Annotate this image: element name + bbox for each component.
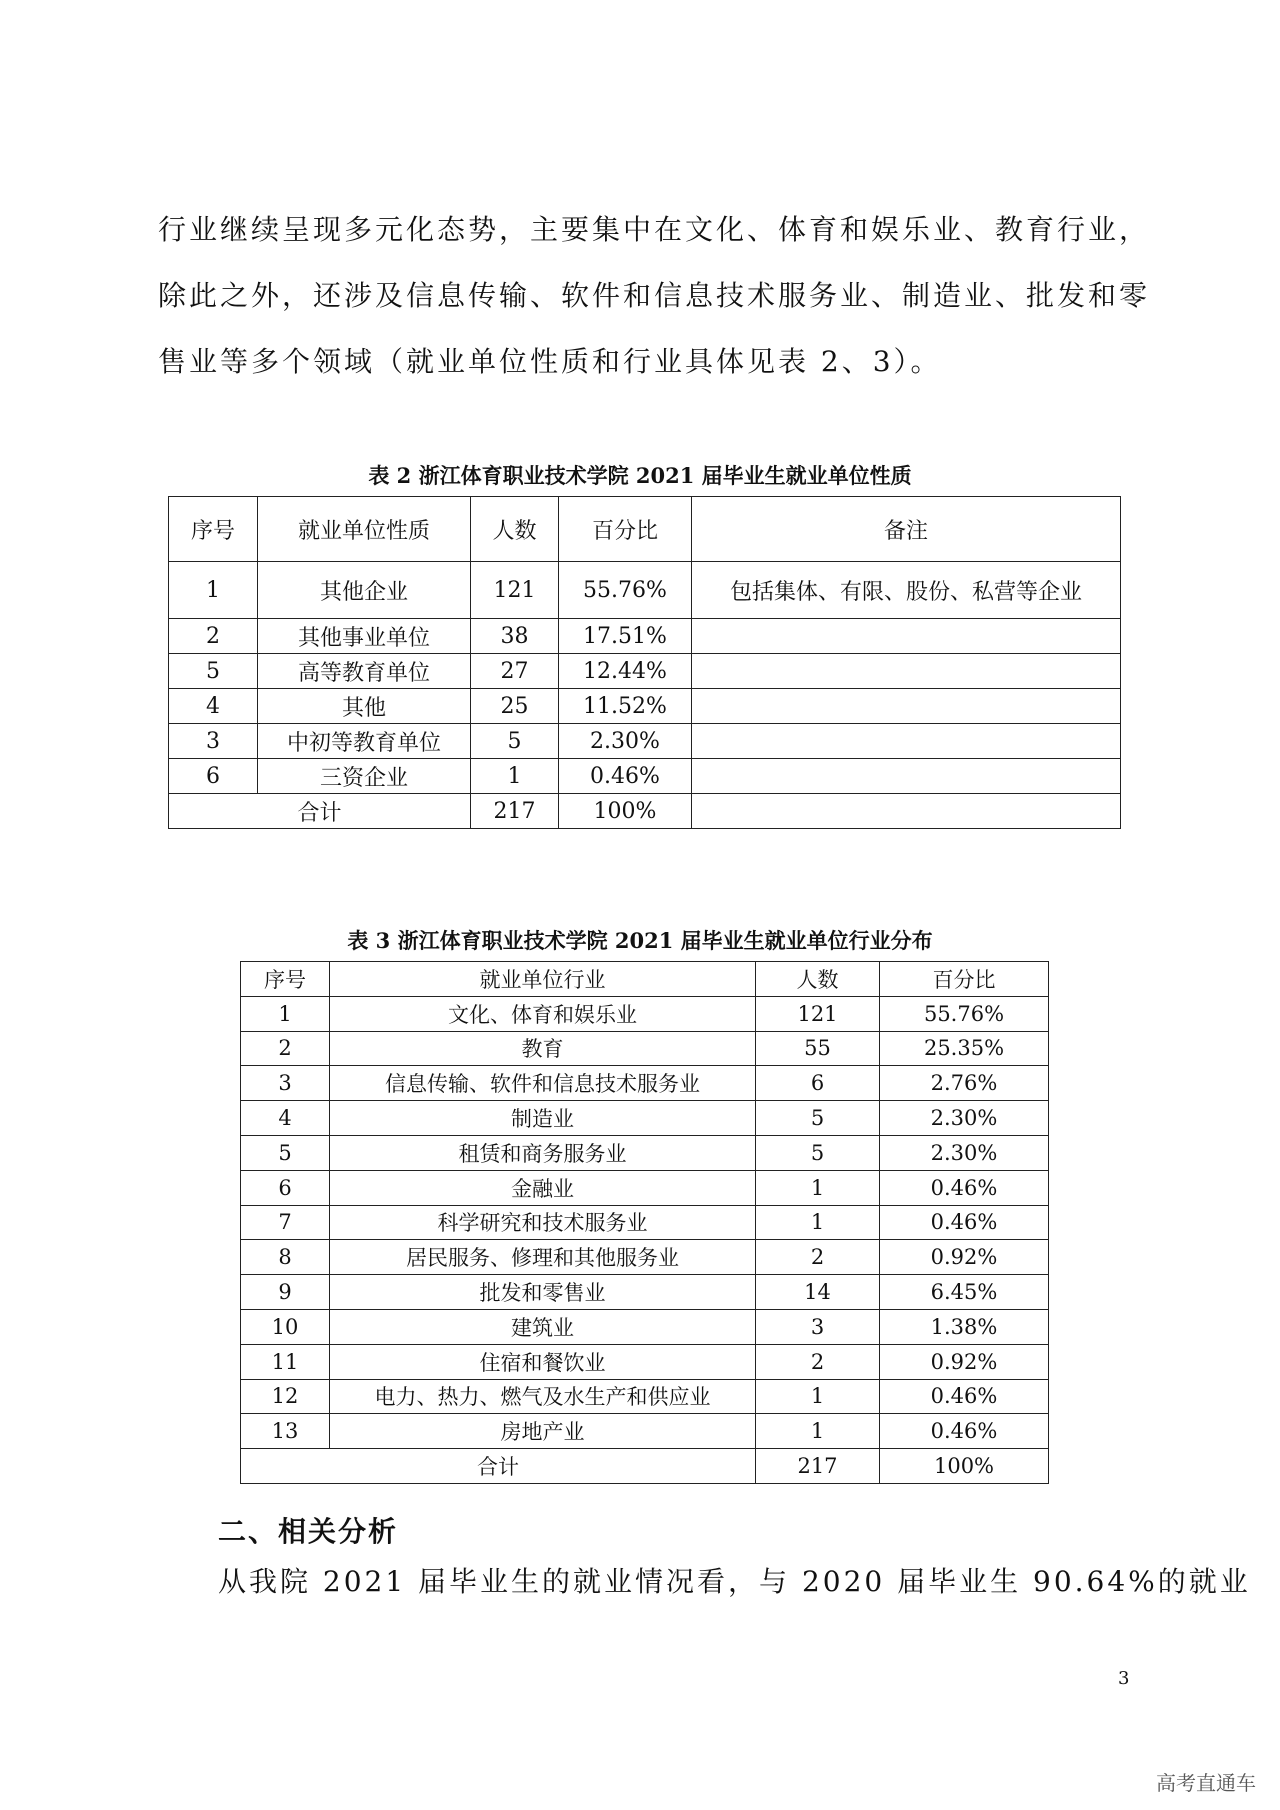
table3-industry-distribution xyxy=(240,961,1049,1484)
table-cell xyxy=(692,619,1121,654)
table-cell xyxy=(692,724,1121,759)
table-cell: 55.76% xyxy=(880,996,1049,1031)
table-cell: 其他企业 xyxy=(258,562,471,619)
table-cell: 金融业 xyxy=(330,1170,756,1205)
table-cell: 5 xyxy=(756,1135,880,1170)
table3-header: 人数 xyxy=(756,962,880,997)
table-cell: 55 xyxy=(756,1031,880,1066)
intro-line: 售业等多个领域（就业单位性质和行业具体见表 2、3）。 xyxy=(158,345,942,378)
table-row xyxy=(169,724,1121,759)
table-cell: 0.46% xyxy=(880,1205,1049,1240)
table-cell: 信息传输、软件和信息技术服务业 xyxy=(330,1066,756,1101)
table-cell: 0.92% xyxy=(880,1240,1049,1275)
table-cell: 6 xyxy=(756,1066,880,1101)
table-cell: 11.52% xyxy=(559,689,692,724)
table2-header: 百分比 xyxy=(559,497,692,562)
table2-caption: 表 2 浙江体育职业技术学院 2021 届毕业生就业单位性质 xyxy=(368,463,912,488)
table3-caption: 表 3 浙江体育职业技术学院 2021 届毕业生就业单位行业分布 xyxy=(347,928,933,953)
table-cell: 25.35% xyxy=(880,1031,1049,1066)
total-percent: 100% xyxy=(880,1449,1049,1484)
table-cell: 2 xyxy=(756,1344,880,1379)
table-cell: 12.44% xyxy=(559,654,692,689)
table-cell: 55.76% xyxy=(559,562,692,619)
table-cell: 科学研究和技术服务业 xyxy=(330,1205,756,1240)
table-cell: 2 xyxy=(241,1031,330,1066)
table-cell: 3 xyxy=(241,1066,330,1101)
table-cell xyxy=(692,759,1121,794)
table2-header: 人数 xyxy=(471,497,559,562)
table-cell: 高等教育单位 xyxy=(258,654,471,689)
table-cell: 10 xyxy=(241,1309,330,1344)
table-row xyxy=(241,996,1049,1031)
table-cell: 25 xyxy=(471,689,559,724)
table-cell: 2.30% xyxy=(880,1135,1049,1170)
table-row xyxy=(169,654,1121,689)
table-cell: 三资企业 xyxy=(258,759,471,794)
table-row xyxy=(241,1205,1049,1240)
table-cell: 121 xyxy=(471,562,559,619)
table2-header: 备注 xyxy=(692,497,1121,562)
table2-total-row xyxy=(169,794,1121,829)
analysis-line: 从我院 2021 届毕业生的就业情况看，与 2020 届毕业生 90.64%的就业 xyxy=(218,1565,1251,1598)
table-cell: 1 xyxy=(241,996,330,1031)
total-count: 217 xyxy=(756,1449,880,1484)
table-row xyxy=(169,759,1121,794)
table-cell: 0.46% xyxy=(880,1414,1049,1449)
table-cell: 租赁和商务服务业 xyxy=(330,1135,756,1170)
table-cell: 2 xyxy=(169,619,258,654)
table-cell: 11 xyxy=(241,1344,330,1379)
table-cell: 中初等教育单位 xyxy=(258,724,471,759)
table-cell: 4 xyxy=(169,689,258,724)
table2-header: 就业单位性质 xyxy=(258,497,471,562)
table-row xyxy=(169,562,1121,619)
table-cell: 电力、热力、燃气及水生产和供应业 xyxy=(330,1379,756,1414)
table-cell: 0.92% xyxy=(880,1344,1049,1379)
table-cell: 2 xyxy=(756,1240,880,1275)
table2-unit-nature xyxy=(168,496,1121,829)
table-cell: 制造业 xyxy=(330,1101,756,1136)
table-cell: 2.30% xyxy=(559,724,692,759)
table-cell: 0.46% xyxy=(559,759,692,794)
table-cell xyxy=(692,689,1121,724)
table3-total-row xyxy=(241,1449,1049,1484)
table-cell: 0.46% xyxy=(880,1379,1049,1414)
table-cell: 1 xyxy=(756,1379,880,1414)
section-heading: 二、相关分析 xyxy=(218,1515,399,1548)
table3-header: 序号 xyxy=(241,962,330,997)
table-cell: 6 xyxy=(169,759,258,794)
table-cell: 房地产业 xyxy=(330,1414,756,1449)
table-cell: 1 xyxy=(756,1414,880,1449)
total-label: 合计 xyxy=(241,1449,756,1484)
table-cell: 教育 xyxy=(330,1031,756,1066)
table-cell: 居民服务、修理和其他服务业 xyxy=(330,1240,756,1275)
total-percent: 100% xyxy=(559,794,692,829)
table-cell: 17.51% xyxy=(559,619,692,654)
table-cell: 5 xyxy=(471,724,559,759)
table-cell: 7 xyxy=(241,1205,330,1240)
table-row xyxy=(241,1309,1049,1344)
table-cell: 5 xyxy=(241,1135,330,1170)
table-cell: 1 xyxy=(471,759,559,794)
table-cell: 121 xyxy=(756,996,880,1031)
table-cell: 批发和零售业 xyxy=(330,1275,756,1310)
table-cell: 13 xyxy=(241,1414,330,1449)
table-row xyxy=(241,1379,1049,1414)
table-cell: 3 xyxy=(169,724,258,759)
table-cell: 2.30% xyxy=(880,1101,1049,1136)
table-cell: 38 xyxy=(471,619,559,654)
table-cell: 4 xyxy=(241,1101,330,1136)
table-cell: 12 xyxy=(241,1379,330,1414)
table-cell: 6 xyxy=(241,1170,330,1205)
table-cell: 5 xyxy=(756,1101,880,1136)
table3-header: 就业单位行业 xyxy=(330,962,756,997)
table-cell: 1 xyxy=(169,562,258,619)
table2-header-row xyxy=(169,497,1121,562)
table-cell: 14 xyxy=(756,1275,880,1310)
table-cell: 1 xyxy=(756,1170,880,1205)
table-row xyxy=(241,1101,1049,1136)
table3-header-row xyxy=(241,962,1049,997)
table-row xyxy=(241,1031,1049,1066)
table-cell: 建筑业 xyxy=(330,1309,756,1344)
table-cell: 9 xyxy=(241,1275,330,1310)
table-cell: 住宿和餐饮业 xyxy=(330,1344,756,1379)
table-cell xyxy=(692,794,1121,829)
table3-header: 百分比 xyxy=(880,962,1049,997)
table-cell: 27 xyxy=(471,654,559,689)
table-row xyxy=(169,689,1121,724)
table-cell: 3 xyxy=(756,1309,880,1344)
table-cell xyxy=(692,654,1121,689)
page-number: 3 xyxy=(1118,1668,1130,1689)
table-row xyxy=(241,1135,1049,1170)
table-cell: 其他事业单位 xyxy=(258,619,471,654)
watermark: 高考直通车 xyxy=(1156,1771,1256,1795)
table-row xyxy=(241,1066,1049,1101)
total-label: 合计 xyxy=(169,794,471,829)
table-cell: 包括集体、有限、股份、私营等企业 xyxy=(692,562,1121,619)
table-cell: 0.46% xyxy=(880,1170,1049,1205)
intro-line: 行业继续呈现多元化态势，主要集中在文化、体育和娱乐业、教育行业， xyxy=(158,213,1151,246)
table2-header: 序号 xyxy=(169,497,258,562)
table-row xyxy=(241,1275,1049,1310)
table-cell: 文化、体育和娱乐业 xyxy=(330,996,756,1031)
table-cell: 1.38% xyxy=(880,1309,1049,1344)
table-cell: 1 xyxy=(756,1205,880,1240)
table-cell: 8 xyxy=(241,1240,330,1275)
table-cell: 5 xyxy=(169,654,258,689)
total-count: 217 xyxy=(471,794,559,829)
table-cell: 6.45% xyxy=(880,1275,1049,1310)
table-row xyxy=(241,1414,1049,1449)
intro-line: 除此之外，还涉及信息传输、软件和信息技术服务业、制造业、批发和零 xyxy=(158,279,1151,312)
table-cell: 其他 xyxy=(258,689,471,724)
table-cell: 2.76% xyxy=(880,1066,1049,1101)
table-row xyxy=(241,1170,1049,1205)
table-row xyxy=(169,619,1121,654)
table-row xyxy=(241,1240,1049,1275)
table-row xyxy=(241,1344,1049,1379)
